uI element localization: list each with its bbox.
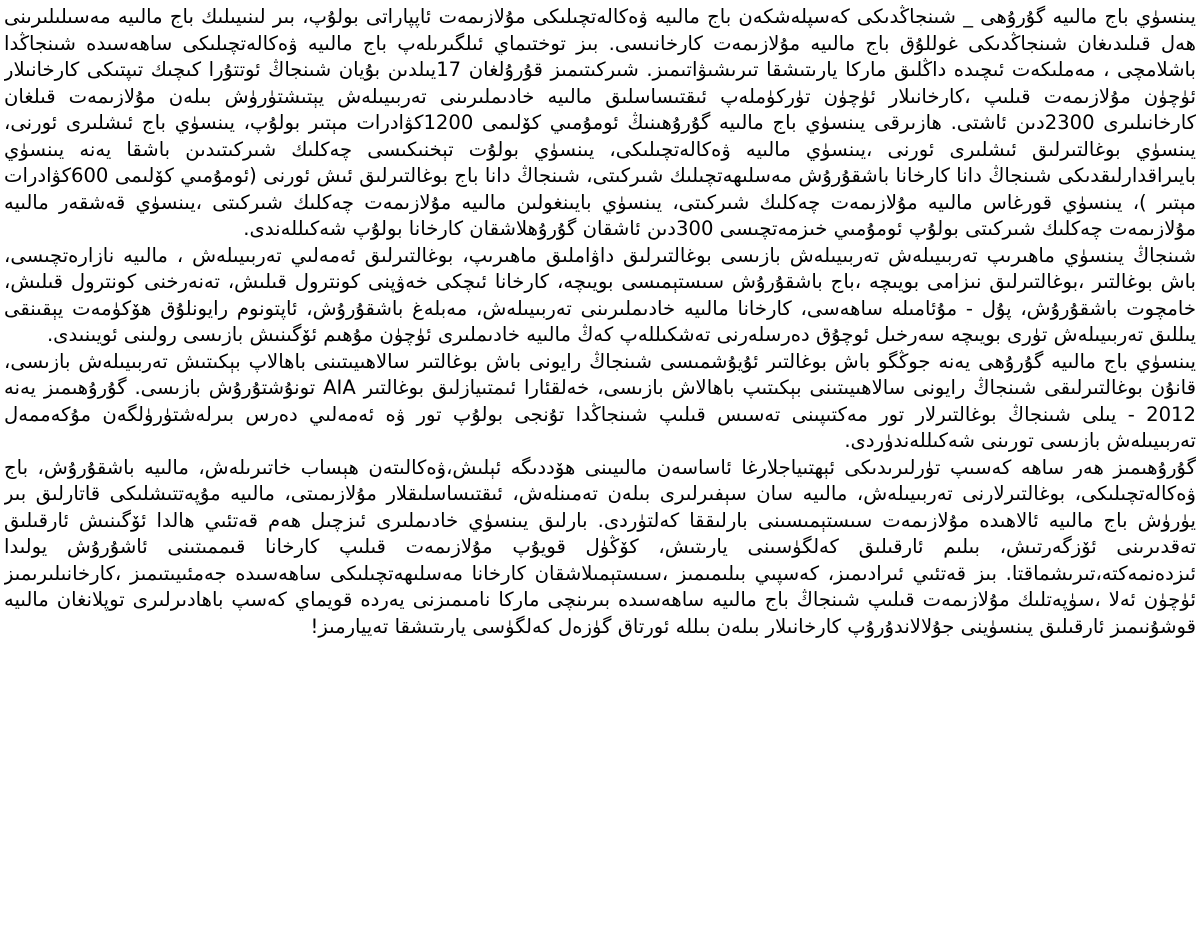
paragraph-accounting-bases: يىنسۈي باج مالىيە گۇرۇھى يەنە جوڭگو باش بوغالتىر ئۇيۇشمىسى شىنجاڭ رايونى باش بوغالتىر سالاھىيىتىنى باھالاپ بېكىتىش تەربىيىلەش بازىسى، قانۇن بوغالتىرلىقى شىنجاڭ رايونى سالاھىيىتىنى بېكىتىپ باھالاش بازىسى، خەلقئارا ئىمتىيازلىق بوغالتىر AIA تونۇشتۇرۇش بازىسى. گۇرۇھىمىز يەنە 2012 - يىلى شىنجاڭ بوغالتىرلار تور مەكتىپىنى تەسىس قىلىپ شىنجاڭدا تۇنجى بولۇپ تور ۋە ئەمەلىي دەرس بىرلەشتۈرۈلگەن مۇكەممەل تەربىيىلەش بازىسى تورىنى شەكىللەندۈردى. (4, 349, 1196, 452)
paragraph-services-mission: گۇرۇھىمىز ھەر ساھە كەسىپ تۈرلىرىدىكى ئېھتىياجلارغا ئاساسەن مالىيىنى ھۆددىگە ئېلىش،ۋەكالىتەن ھېساب خاتىرىلەش، مالىيە باشقۇرۇش، باج ۋەكالەتچىلىكى، بوغالتىرلارنى تەربىيىلەش، مالىيە سان سېفىرلىرى بىلەن تەمىنلەش، ئىقتىساسلىقلار مۇلازىمىتى، مالىيە مۇپەتتىشلىكى قاتارلىق بىر يۈرۈش باج مالىيە ئالاھىدە مۇلازىمەت سىستېمىسىنى بارلىققا كەلتۈردى. بارلىق يىنسۈي خادىملىرى ئىزچىل ھەم قەتئىي ھالدا ئۆگىنىش ئارقىلىق تەقدىرىنى ئۆزگەرتىش، بىلىم ئارقىلىق كەلگۈسىنى يارىتىش، كۆڭۈل قويۇپ مۇلازىمەت قىلىپ كارخانا قىممىتىنى ئاشۇرۇش يولىدا ئىزدەنمەكتە،تىرىشماقتا. بىز قەتئىي ئىرادىمىز، كەسپىي بىلىمىمىز ،سىستېمىلاشقان كارخانا مەسلىھەتچىلىكى ساھەسىدە جەمئىيىتىمىز ،كارخانىلىرىمىز ئۈچۈن ئەلا ،سۈپەتلىك مۇلازىمەت قىلىپ شىنجاڭ باج مالىيە ساھەسىدە بىرىنچى ماركا نامىمىزنى يەردە قويماي كەسپ باھادىرلىرى توپلانغان مالىيە قوشۇنىمىز ئارقىلىق يىنسۈينى جۇلالاندۇرۇپ كارخانىلار بىلەن بىللە ئورتاق گۈزەل كەلگۈسى يارىتىشقا تەييارمىز! (4, 455, 1196, 638)
paragraph-training-base: شىنجاڭ يىنسۈي ماھىرىپ تەربىيىلەش تەربىيىلەش بازىسى بوغالتىرلىق داۋاملىق ماھىرىپ، بوغالتىرلىق ئەمەلىي تەربىيىلەش ، مالىيە نازارەتچىسى، باش بوغالتىر ،بوغالتىرلىق نىزامى بويىچە ،باج باشقۇرۇش سىستېمىسى بويىچە، كارخانا ئىچكى خەۋپنى كونترول قىلىش، تەنەرخنى كونترول قىلىش، خامچوت باشقۇرۇش، پۇل - مۇئامىلە ساھەسى، كارخانا مالىيە خادىملىرىنى تەربىيىلەش، مەبلەغ باشقۇرۇش، ئاپتونوم رايونلۇق ھۆكۈمەت يېقىنقى يىللىق تەربىيىلەش تۈرى بويىچە سەرخىل ئوچۇق دەرسلەرنى تەشكىللەپ كەڭ مالىيە خادىملىرى ئۈچۈن مۇھىم ئۆگىنىش بازىسى رولىنى ئويىنىدى. (4, 243, 1196, 346)
paragraph-company-intro: يىنسۈي باج مالىيە گۇرۇھى _ شىنجاڭدىكى كەسپلەشكەن باج مالىيە ۋەكالەتچىلىكى مۇلازىمەت ئاپپاراتى بولۇپ، بىر لىنىيىلىك باج مالىيە مەسىلىلىرىنى ھەل قىلىدىغان شىنجاڭدىكى غوللۇق باج مالىيە مۇلازىمەت كارخانىسى. بىز توختىماي ئىلگىرىلەپ باج مالىيە ۋەكالەتچىلىكى ساھەسىدە شىنجاڭدا باشلامچى ، مەملىكەت ئىچىدە داڭلىق ماركا يارىتىشقا تىرىشىۋاتىمىز. شىركىتىمىز قۇرۇلغان 17يىلدىن بۇيان شىنجاڭ ئوتتۇرا كىچىك تىپتىكى كارخانىلار ئۈچۈن مۇلازىمەت قىلىپ ،كارخانىلار ئۈچۈن تۈركۈملەپ ئىقتىساسلىق مالىيە خادىملىرىنى تەربىيىلەش يېتىشتۈرۈش بىلەن مۇلازىمەت قىلغان كارخانىلىرى 2300دىن ئاشتى. ھازىرقى يىنسۈي باج مالىيە گۇرۇھىنىڭ ئومۇمىي كۆلىمى 1200كۋادرات مېتىر بولۇپ، يىنسۈي باج ئىشلىرى ئورنى، يىنسۈي بوغالتىرلىق ئىشلىرى ئورنى ،يىنسۈي مالىيە ۋەكالەتچىلىكى، يىنسۈي بولۇت تېخنىكىسى چەكلىك شىركىتىدىن باشقا يەنە يىنسۈي بايىراقدارلىقدىكى شىنجاڭ دانا كارخانا باشقۇرۇش مەسلىھەتچىلىك شىركىتى، شىنجاڭ دانا باج بوغالتىرلىق ئىش ئورنى (ئومۇمىي كۆلىمى 600كۋادرات مېتىر )، يىنسۈي قورغاس مالىيە مۇلازىمەت چەكلىك شىركىتى، يىنسۈي بايىنغولىن مالىيە مۇلازىمەت چەكلىك شىركىتى ،يىنسۈي قەشقەر مالىيە مۇلازىمەت چەكلىك شىركىتى بولۇپ ئومۇمىي خىزمەتچىسى 300دىن ئاشقان گۇرۇھلاشقان كارخانا بولۇپ شەكىللەندى. (4, 5, 1196, 240)
document-body (4, 4, 1196, 937)
